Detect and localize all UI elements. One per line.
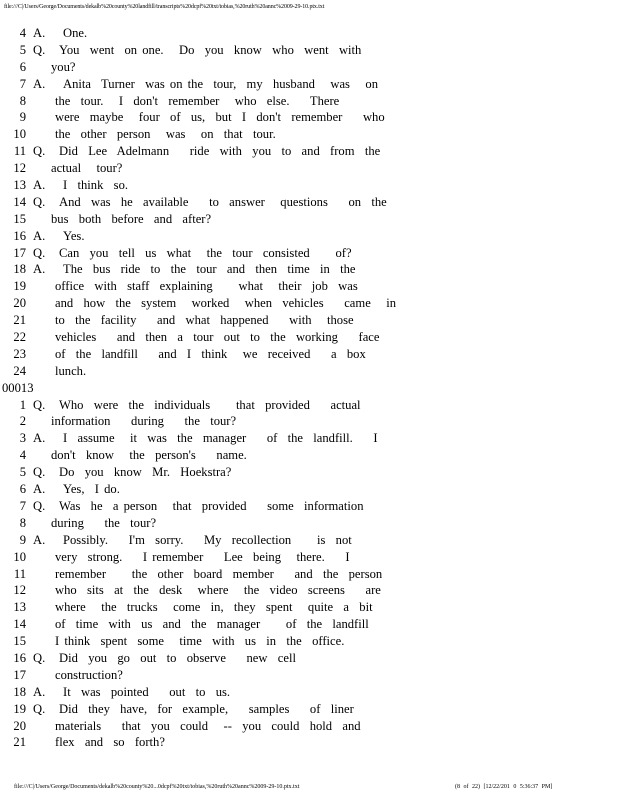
speaker-label: Q.	[33, 144, 46, 159]
transcript-line	[0, 177, 600, 194]
line-text: Possibly. I'm sorry. My recollection is not	[63, 532, 352, 547]
line-text: Did Lee Adelmann ride with you to and from the	[59, 144, 381, 159]
line-text: who sits at the desk where the video screens are	[55, 583, 381, 598]
transcript-line	[0, 684, 600, 701]
line-number: 5	[19, 465, 26, 480]
speaker-label: A.	[33, 228, 46, 243]
transcript-line	[0, 160, 600, 177]
line-text: the tour. I don't remember who else. There	[55, 93, 340, 108]
line-text: actual tour?	[51, 161, 123, 176]
footer-page-info: (8 of 22) [12/22/201 0 5:36:37 PM]	[455, 784, 553, 790]
line-number: 17	[13, 667, 26, 682]
transcript-line	[0, 211, 600, 228]
line-number: 20	[13, 296, 26, 311]
line-text: flex and so forth?	[55, 735, 165, 750]
line-number: 18	[13, 684, 26, 699]
speaker-label: A.	[33, 532, 46, 547]
speaker-label: Q.	[33, 701, 46, 716]
speaker-label: Q.	[33, 245, 46, 260]
transcript-body	[0, 25, 600, 751]
transcript-line	[0, 498, 600, 515]
line-text: remember the other board member and the person	[55, 566, 383, 581]
transcript-line	[0, 718, 600, 735]
transcript-line	[0, 532, 600, 549]
transcript-line	[0, 295, 600, 312]
line-number: 14	[13, 617, 26, 632]
line-text: Who were the individuals that provided actual	[59, 397, 361, 412]
transcript-line	[0, 582, 600, 599]
line-text: I assume it was the manager of the landfill. I	[63, 431, 378, 446]
transcript-line	[0, 245, 600, 262]
line-number: 6	[19, 59, 26, 74]
speaker-label: A.	[33, 262, 46, 277]
line-text: bus both before and after?	[51, 211, 212, 226]
line-number: 15	[13, 211, 26, 226]
line-text: construction?	[55, 667, 123, 682]
line-number: 10	[13, 549, 26, 564]
line-text: Anita Turner was on the tour, my husband was on	[63, 76, 378, 91]
transcript-line	[0, 42, 600, 59]
line-text: One.	[63, 26, 88, 40]
transcript-line	[0, 346, 600, 363]
line-text: of time with us and the manager of the landfill	[55, 617, 369, 632]
line-number: 4	[19, 448, 26, 463]
line-text: Yes, I do.	[63, 482, 120, 497]
transcript-line	[0, 397, 600, 414]
line-number: 21	[13, 313, 26, 328]
transcript-line	[0, 481, 600, 498]
transcript-line	[0, 329, 600, 346]
line-number: 4	[19, 26, 26, 40]
transcript-line	[0, 549, 600, 566]
page-number-marker	[0, 380, 600, 397]
footer-file-path: file:///C|/Users/George/Documents/dekalb%20county%20...0dcpf%20txt/tobias,%20ruth%20annc%2009-29-10.ptx.txt	[14, 784, 300, 790]
line-text: Did they have, for example, samples of liner	[59, 701, 354, 716]
line-number: 19	[13, 279, 26, 294]
transcript-line	[0, 312, 600, 329]
transcript-line	[0, 616, 600, 633]
line-number: 17	[13, 245, 26, 260]
transcript-line	[0, 143, 600, 160]
speaker-label: Q.	[33, 465, 46, 480]
line-text: I think so.	[63, 178, 129, 193]
speaker-label: A.	[33, 684, 46, 699]
transcript-line	[0, 447, 600, 464]
speaker-label: Q.	[33, 498, 46, 513]
line-number: 22	[13, 330, 26, 345]
page-number: 00013	[2, 380, 34, 395]
line-text: You went on one. Do you know who went with	[59, 42, 362, 57]
line-number: 7	[19, 498, 26, 513]
line-text: don't know the person's name.	[51, 448, 247, 463]
transcript-line	[0, 194, 600, 211]
line-number: 11	[13, 144, 26, 159]
transcript-line	[0, 278, 600, 295]
transcript-line	[0, 430, 600, 447]
line-text: to the facility and what happened with those	[55, 313, 354, 328]
line-number: 16	[13, 650, 26, 665]
transcript-line	[0, 734, 600, 751]
line-number: 2	[19, 414, 26, 429]
transcript-line	[0, 25, 600, 42]
speaker-label: Q.	[33, 42, 46, 57]
line-number: 12	[13, 161, 26, 176]
transcript-line	[0, 701, 600, 718]
speaker-label: Q.	[33, 194, 46, 209]
line-number: 1	[19, 397, 26, 412]
transcript-line	[0, 667, 600, 684]
transcript-line	[0, 109, 600, 126]
line-text: were maybe four of us, but I don't remember who	[55, 110, 385, 125]
line-text: lunch.	[55, 363, 87, 378]
line-text: during the tour?	[51, 515, 157, 530]
speaker-label: A.	[33, 178, 46, 193]
line-text: Did you go out to observe new cell	[59, 650, 296, 665]
transcript-line	[0, 650, 600, 667]
transcript-line	[0, 228, 600, 245]
line-number: 10	[13, 127, 26, 142]
line-number: 11	[13, 566, 26, 581]
transcript-line	[0, 599, 600, 616]
speaker-label: A.	[33, 431, 46, 446]
line-number: 3	[19, 431, 26, 446]
speaker-label: Q.	[33, 650, 46, 665]
line-text: The bus ride to the tour and then time in the	[63, 262, 356, 277]
speaker-label: A.	[33, 76, 46, 91]
line-number: 12	[13, 583, 26, 598]
line-text: and how the system worked when vehicles came in	[55, 296, 397, 311]
line-text: of the landfill and I think we received a box	[55, 346, 366, 361]
line-text: vehicles and then a tour out to the working face	[55, 330, 380, 345]
line-text: Can you tell us what the tour consisted of?	[59, 245, 352, 260]
line-number: 9	[19, 110, 26, 125]
line-text: Do you know Mr. Hoekstra?	[59, 465, 232, 480]
line-text: materials that you could -- you could hold and	[55, 718, 361, 733]
line-text: And was he available to answer questions on the	[59, 194, 387, 209]
line-number: 7	[19, 76, 26, 91]
line-number: 6	[19, 482, 26, 497]
line-number: 5	[19, 42, 26, 57]
line-number: 13	[13, 178, 26, 193]
transcript-line	[0, 76, 600, 93]
line-number: 8	[19, 515, 26, 530]
line-text: very strong. I remember Lee being there. I	[55, 549, 350, 564]
line-number: 24	[13, 363, 26, 378]
line-text: Was he a person that provided some information	[59, 498, 364, 513]
transcript-line	[0, 363, 600, 380]
line-number: 21	[13, 735, 26, 750]
line-number: 16	[13, 228, 26, 243]
line-text: information during the tour?	[51, 414, 237, 429]
line-text: I think spent some time with us in the office.	[55, 634, 345, 649]
transcript-line	[0, 93, 600, 110]
line-text: It was pointed out to us.	[63, 684, 231, 699]
line-number: 8	[19, 93, 26, 108]
header-file-path: file:///C|/Users/George/Documents/dekalb%20county%20landfill/transcripts%20dcpf%20txt/tobias,%20ruth%20annc%2009-29-10.ptx.txt	[4, 4, 325, 10]
line-text: you?	[51, 59, 76, 74]
line-text: Yes.	[63, 228, 85, 243]
transcript-line	[0, 633, 600, 650]
line-number: 13	[13, 600, 26, 615]
transcript-line	[0, 464, 600, 481]
line-text: where the trucks come in, they spent quite a bit	[55, 600, 373, 615]
speaker-label: A.	[33, 482, 46, 497]
line-text: the other person was on that tour.	[55, 127, 276, 142]
line-text: office with staff explaining what their job was	[55, 279, 358, 294]
transcript-line	[0, 515, 600, 532]
speaker-label: Q.	[33, 397, 46, 412]
speaker-label: A.	[33, 26, 46, 40]
line-number: 14	[13, 194, 26, 209]
transcript-line	[0, 126, 600, 143]
line-number: 18	[13, 262, 26, 277]
transcript-line	[0, 261, 600, 278]
line-number: 9	[19, 532, 26, 547]
transcript-line	[0, 413, 600, 430]
line-number: 20	[13, 718, 26, 733]
transcript-line	[0, 566, 600, 583]
transcript-line	[0, 59, 600, 76]
line-number: 15	[13, 634, 26, 649]
line-number: 19	[13, 701, 26, 716]
line-number: 23	[13, 346, 26, 361]
